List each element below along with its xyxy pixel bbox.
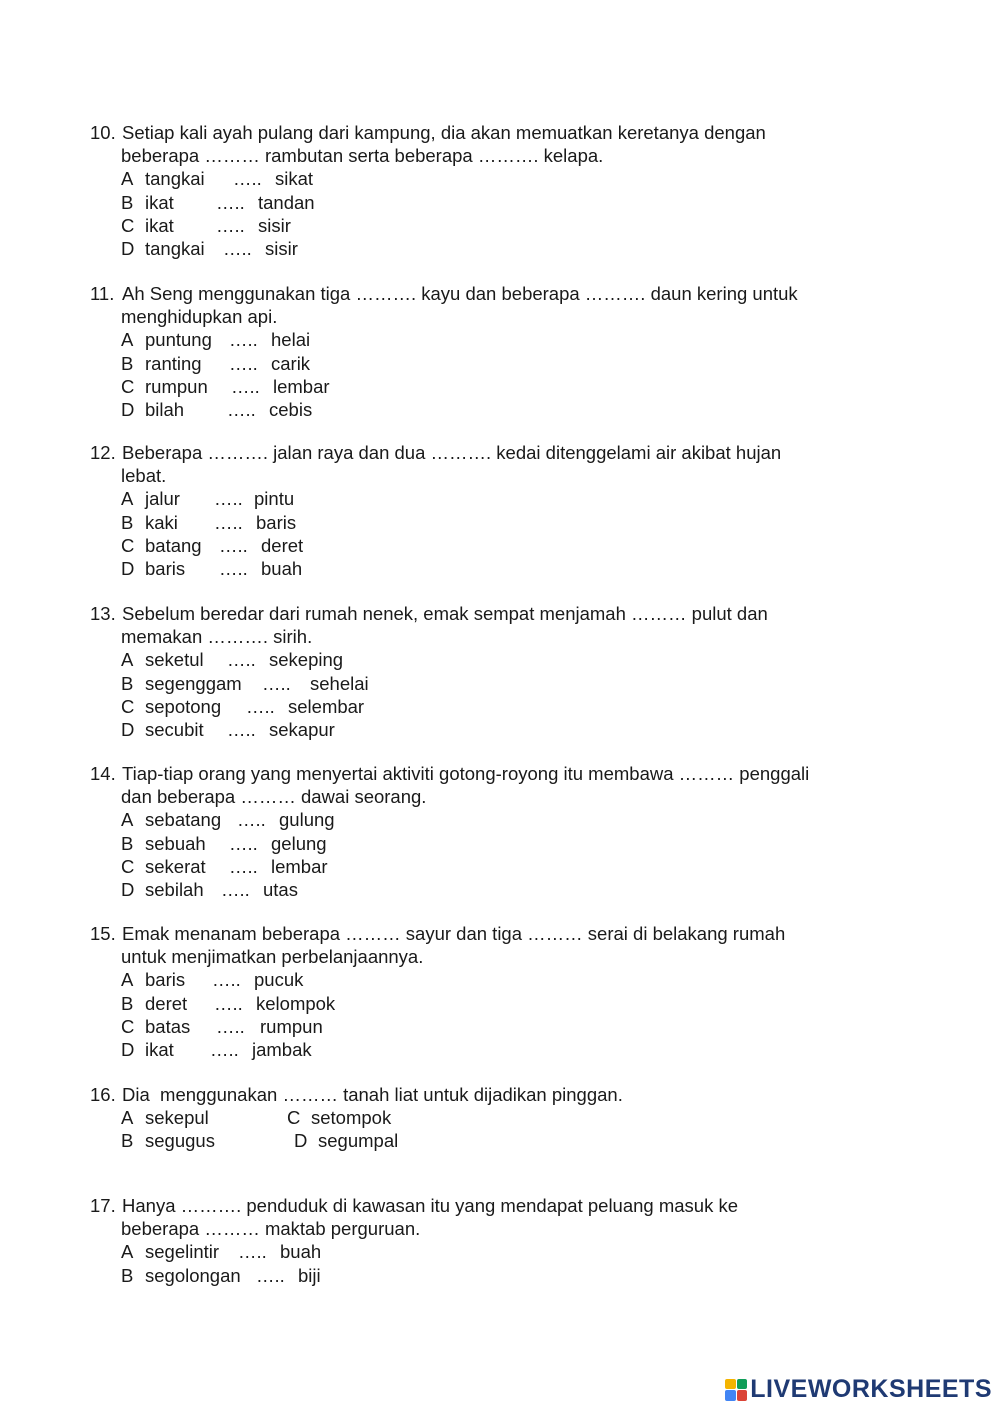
- question-stem-line: Dia menggunakan ……… tanah liat untuk dijadikan pinggan.: [122, 1084, 623, 1105]
- question-stem-line: Emak menanam beberapa ……… sayur dan tiga ……… serai di belakang rumah: [122, 923, 786, 944]
- logo-square-icon: [737, 1379, 748, 1390]
- question-stem-line: menghidupkan api.: [121, 306, 278, 328]
- logo-square-icon: [737, 1390, 748, 1401]
- option-a[interactable]: A tangkai ….. sikat: [121, 168, 314, 190]
- question-number: 13.: [90, 603, 116, 624]
- question-number: 17.: [90, 1195, 116, 1216]
- question-number: 12.: [90, 442, 116, 463]
- question-stem-line: Tiap-tiap orang yang menyertai aktiviti gotong-royong itu membawa ……… penggali: [122, 763, 810, 784]
- logo-square-icon: [725, 1379, 736, 1390]
- option-b[interactable]: B segolongan ….. biji: [121, 1264, 321, 1286]
- question-stem-line: Setiap kali ayah pulang dari kampung, dia akan memuatkan keretanya dengan: [122, 122, 766, 143]
- question-stem-line: memakan ………. sirih.: [121, 626, 313, 648]
- question-stem-line: dan beberapa ……… dawai seorang.: [121, 786, 427, 808]
- question-stem-line: lebat.: [121, 465, 167, 487]
- liveworksheets-icon: [725, 1379, 747, 1401]
- option-d[interactable]: D ikat ….. jambak: [121, 1039, 312, 1061]
- option-b[interactable]: B ranting ….. carik: [121, 352, 311, 374]
- question-stem-line: Hanya ………. penduduk di kawasan itu yang mendapat peluang masuk ke: [122, 1195, 739, 1216]
- logo-text: LIVEWORKSHEETS: [750, 1375, 992, 1403]
- option-b[interactable]: B segugus: [121, 1130, 215, 1152]
- option-c[interactable]: C setompok: [287, 1107, 392, 1129]
- option-b[interactable]: B kaki ….. baris: [121, 511, 297, 533]
- question-stem-line: beberapa ……… rambutan serta beberapa ………. kelapa.: [121, 145, 604, 167]
- question-13: [90, 602, 890, 741]
- option-d[interactable]: D tangkai ….. sisir: [121, 238, 298, 260]
- option-d[interactable]: D baris ….. buah: [121, 558, 303, 580]
- option-a[interactable]: A sekepul: [121, 1107, 209, 1129]
- option-d[interactable]: D sebilah ….. utas: [121, 879, 298, 901]
- option-a[interactable]: A sebatang ….. gulung: [121, 809, 335, 831]
- option-a[interactable]: A jalur ….. pintu: [121, 488, 295, 510]
- question-10: [90, 121, 890, 260]
- option-a[interactable]: A segelintir ….. buah: [121, 1241, 322, 1263]
- option-b[interactable]: B segenggam ….. sehelai: [121, 672, 369, 694]
- question-number: 10.: [90, 122, 116, 143]
- option-c[interactable]: C sepotong ….. selembar: [121, 695, 365, 717]
- question-number: 11.: [90, 283, 115, 304]
- option-b[interactable]: B sebuah ….. gelung: [121, 832, 327, 854]
- option-c[interactable]: C ikat ….. sisir: [121, 214, 291, 236]
- option-b[interactable]: B ikat ….. tandan: [121, 191, 315, 213]
- option-d[interactable]: D segumpal: [294, 1130, 399, 1152]
- question-number: 14.: [90, 763, 116, 784]
- option-c[interactable]: C batang ….. deret: [121, 534, 304, 556]
- option-d[interactable]: D bilah ….. cebis: [121, 399, 313, 421]
- question-15: [90, 922, 890, 1061]
- option-c[interactable]: C rumpun ….. lembar: [121, 375, 330, 397]
- question-stem-line: untuk menjimatkan perbelanjaannya.: [121, 946, 424, 968]
- question-stem-line: beberapa ……… maktab perguruan.: [121, 1218, 421, 1240]
- question-stem-line: Ah Seng menggunakan tiga ………. kayu dan beberapa ………. daun kering untuk: [122, 283, 798, 304]
- option-b[interactable]: B deret ….. kelompok: [121, 992, 336, 1014]
- liveworksheets-logo: [725, 1375, 992, 1404]
- option-d[interactable]: D secubit ….. sekapur: [121, 719, 335, 741]
- question-12: [90, 441, 890, 580]
- question-14: [90, 762, 890, 901]
- question-number: 15.: [90, 923, 116, 944]
- option-c[interactable]: C batas ….. rumpun: [121, 1015, 323, 1037]
- question-stem-line: Beberapa ………. jalan raya dan dua ………. kedai ditenggelami air akibat hujan: [122, 442, 782, 463]
- option-a[interactable]: A baris ….. pucuk: [121, 969, 304, 991]
- option-a[interactable]: A seketul ….. sekeping: [121, 649, 344, 671]
- question-17: [90, 1194, 890, 1287]
- option-c[interactable]: C sekerat ….. lembar: [121, 855, 328, 877]
- question-16: [90, 1083, 890, 1153]
- question-number: 16.: [90, 1084, 116, 1105]
- logo-square-icon: [725, 1390, 736, 1401]
- question-stem-line: Sebelum beredar dari rumah nenek, emak sempat menjamah ……… pulut dan: [122, 603, 768, 624]
- option-a[interactable]: A puntung ….. helai: [121, 329, 311, 351]
- question-11: [90, 282, 890, 421]
